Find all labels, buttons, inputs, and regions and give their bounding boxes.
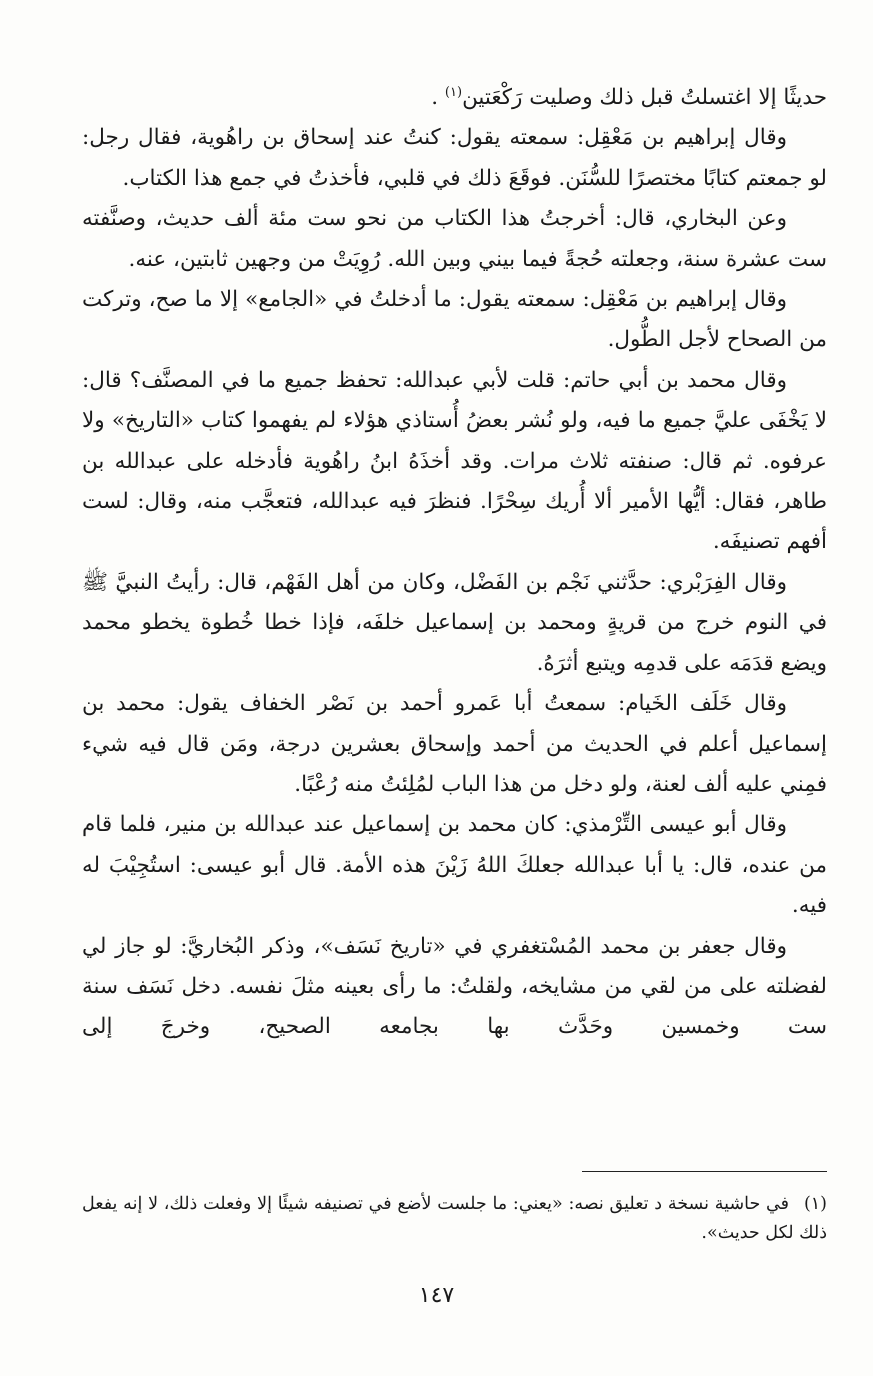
paragraph-1-text: حديثًا إلا اغتسلتُ قبل ذلك وصليت رَكْعَتين (462, 85, 827, 110)
footnote-number: (١) (803, 1194, 827, 1214)
paragraph-6: وقال الفِرَبْري: حدَّثني نَجْم بن الفَضْل، وكان من أهل الفَهْم، قال: رأيتُ النبيَّ ﷺ في النوم خرج من قريةٍ ومحمد بن إسماعيل خلفَه، فإذا خطا خُطوة يخطو محمد ويضع قدَمَه على قدمِه ويتبع أثرَهُ. (82, 569, 827, 676)
footnote (82, 1190, 827, 1248)
footnote-divider (582, 1171, 827, 1172)
paragraph-2: وقال إبراهيم بن مَعْقِل: سمعته يقول: كنتُ عند إسحاق بن راهُوية، فقال رجل: لو جمعتم كتابًا مختصرًا للسُّنَن. فوقَعَ ذلك في قلبي، فأخذتُ في جمع هذا الكتاب. (82, 125, 827, 191)
main-text (82, 78, 827, 1048)
page-number: ١٤٧ (418, 1283, 455, 1308)
footnote-text: في حاشية نسخة د تعليق نصه: «يعني: ما جلست لأضع في تصنيفه شيئًا إلا وفعلت ذلك، لا إنه يفعل ذلك لكل حديث». (82, 1194, 827, 1243)
footnote-reference: (١) (444, 84, 463, 100)
paragraph-3: وعن البخاري، قال: أخرجتُ هذا الكتاب من نحو ست مئة ألف حديث، وصنَّفته ست عشرة سنة، وجعلته حُجةً فيما بيني وبين الله. رُوِيَتْ من وجهين ثابتين، عنه. (82, 206, 827, 272)
paragraph-1-end: . (431, 85, 439, 110)
paragraph-8: وقال أبو عيسى التِّرْمذي: كان محمد بن إسماعيل عند عبدالله بن منير، فلما قام من عنده، قال: يا أبا عبدالله جعلكَ اللهُ زَيْنَ هذه الأمة. قال أبو عيسى: استُجِيْبَ له فيه. (82, 812, 827, 919)
paragraph-1 (82, 78, 827, 118)
paragraph-7: وقال خَلَف الخَيام: سمعتُ أبا عَمرو أحمد بن نَصْر الخفاف يقول: محمد بن إسماعيل أعلم في الحديث من أحمد وإسحاق بعشرين درجة، ومَن قال فيه شيء فمِني عليه ألف لعنة، ولو دخل من هذا الباب لمُلِئتُ منه رُعْبًا. (82, 691, 827, 797)
paragraph-5: وقال محمد بن أبي حاتم: قلت لأبي عبدالله: تحفظ جميع ما في المصنَّف؟ قال: لا يَخْفَى عليَّ جميع ما فيه، ولو نُشر بعضُ أُستاذي هؤلاء لم يفهموا كتاب «التاريخ» ولا عرفوه. ثم قال: صنفته ثلاث مرات. وقد أخذَهُ ابنُ راهُوية فأدخله على عبدالله بن طاهر، فقال: أيُّها الأمير ألا أُريك سِحْرًا. فنظرَ فيه عبدالله، فتعجَّب منه، وقال: لست أفهم تصنيفَه. (82, 367, 827, 555)
paragraph-4: وقال إبراهيم بن مَعْقِل: سمعته يقول: ما أدخلتُ في «الجامع» إلا ما صح، وتركت من الصحاح لأجل الطُّول. (82, 287, 827, 353)
paragraph-9: وقال جعفر بن محمد المُسْتغفري في «تاريخ نَسَف»، وذكر البُخاريَّ: لو جاز لي لفضلته على من لقي من مشايخه، ولقلتُ: ما رأى بعينه مثلَ نفسه. دخل نَسَف سنة ست وخمسين وحَدَّث بها بجامعه الصحيح، وخرجَ إلى (82, 933, 827, 1040)
